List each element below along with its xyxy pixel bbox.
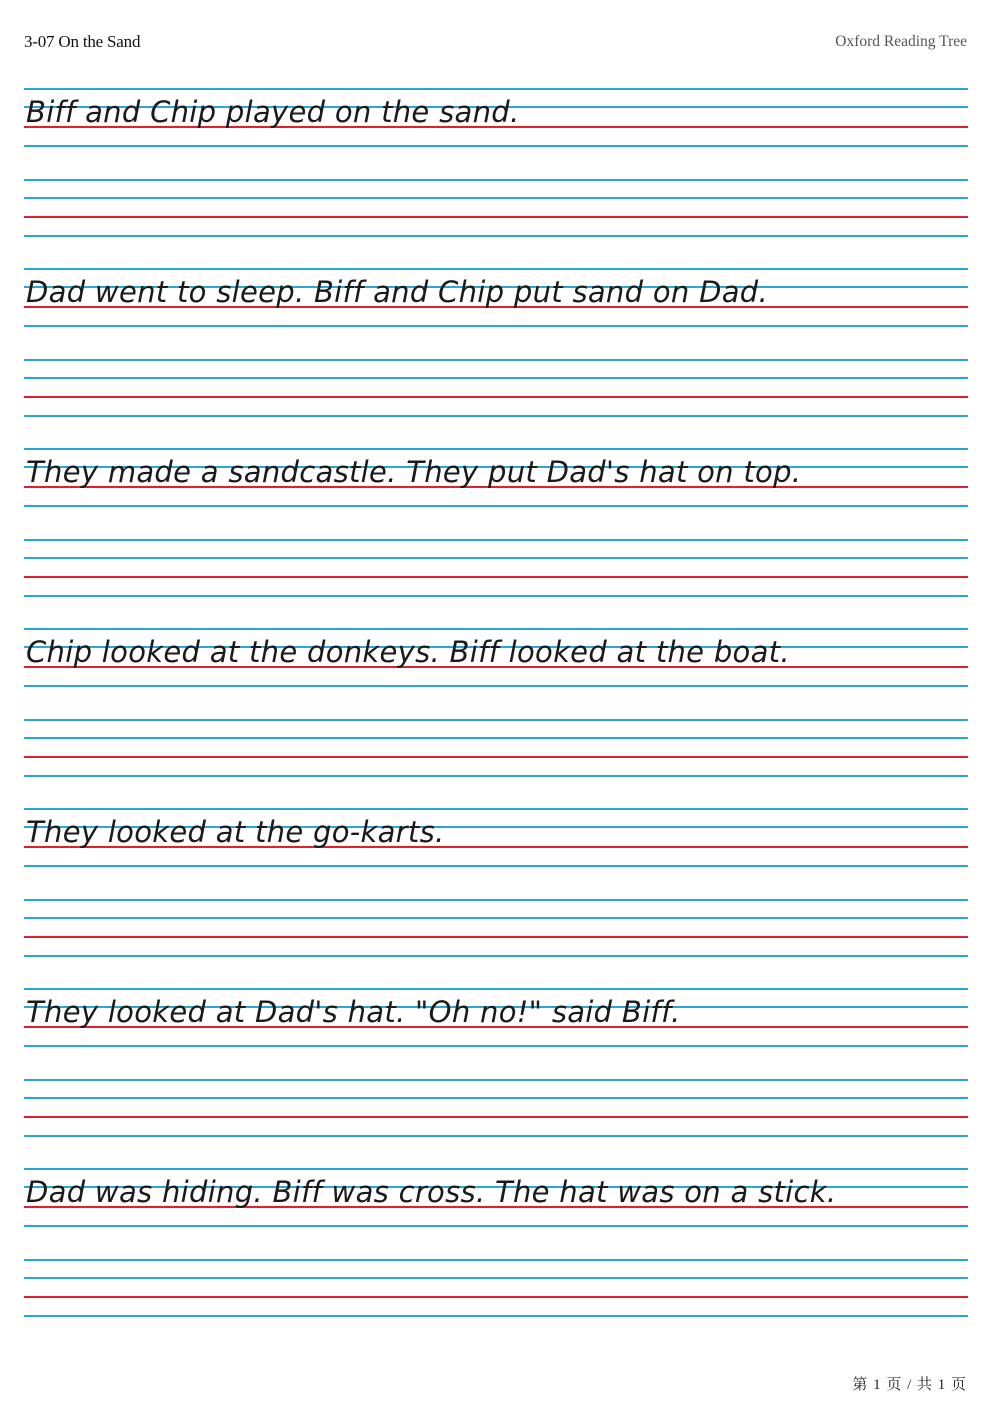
guide-rule <box>24 197 968 199</box>
series-name: Oxford Reading Tree <box>835 33 967 50</box>
model-sentence: Dad was hiding. Biff was cross. The hat was on a stick. <box>26 1175 837 1209</box>
guide-rule <box>24 179 968 181</box>
guide-rule <box>24 808 968 810</box>
page-number: 第 1 页 / 共 1 页 <box>852 1377 967 1393</box>
guide-rule <box>24 1315 968 1317</box>
guide-rule <box>24 628 968 630</box>
baseline-rule <box>24 756 968 758</box>
guide-rule <box>24 955 968 957</box>
guide-rule <box>24 1097 968 1099</box>
worksheet-title: 3-07 On the Sand <box>24 32 141 51</box>
guide-rule <box>24 325 968 327</box>
guide-rule <box>24 1259 968 1261</box>
guide-rule <box>24 557 968 559</box>
model-sentence: Dad went to sleep. Biff and Chip put sand on Dad. <box>26 275 768 309</box>
model-sentence: They made a sandcastle. They put Dad's hat on top. <box>26 455 802 489</box>
guide-rule <box>24 719 968 721</box>
model-sentence: They looked at Dad's hat. "Oh no!" said Biff. <box>26 995 681 1029</box>
guide-rule <box>24 865 968 867</box>
baseline-rule <box>24 576 968 578</box>
guide-rule <box>24 1225 968 1227</box>
baseline-rule <box>24 396 968 398</box>
guide-rule <box>24 899 968 901</box>
guide-rule <box>24 1079 968 1081</box>
guide-rule <box>24 685 968 687</box>
guide-rule <box>24 539 968 541</box>
guide-rule <box>24 737 968 739</box>
guide-rule <box>24 377 968 379</box>
model-sentence: Biff and Chip played on the sand. <box>26 95 520 129</box>
guide-rule <box>24 1277 968 1279</box>
guide-rule <box>24 917 968 919</box>
baseline-rule <box>24 1116 968 1118</box>
guide-rule <box>24 415 968 417</box>
guide-rule <box>24 88 968 90</box>
guide-rule <box>24 359 968 361</box>
guide-rule <box>24 235 968 237</box>
guide-rule <box>24 1045 968 1047</box>
baseline-rule <box>24 216 968 218</box>
baseline-rule <box>24 1296 968 1298</box>
guide-rule <box>24 268 968 270</box>
guide-rule <box>24 1168 968 1170</box>
guide-rule <box>24 775 968 777</box>
model-sentence: Chip looked at the donkeys. Biff looked at the boat. <box>26 635 790 669</box>
guide-rule <box>24 988 968 990</box>
guide-rule <box>24 505 968 507</box>
guide-rule <box>24 448 968 450</box>
guide-rule <box>24 145 968 147</box>
baseline-rule <box>24 936 968 938</box>
model-sentence: They looked at the go-karts. <box>26 815 445 849</box>
guide-rule <box>24 595 968 597</box>
writing-row <box>24 1168 968 1398</box>
guide-rule <box>24 1135 968 1137</box>
